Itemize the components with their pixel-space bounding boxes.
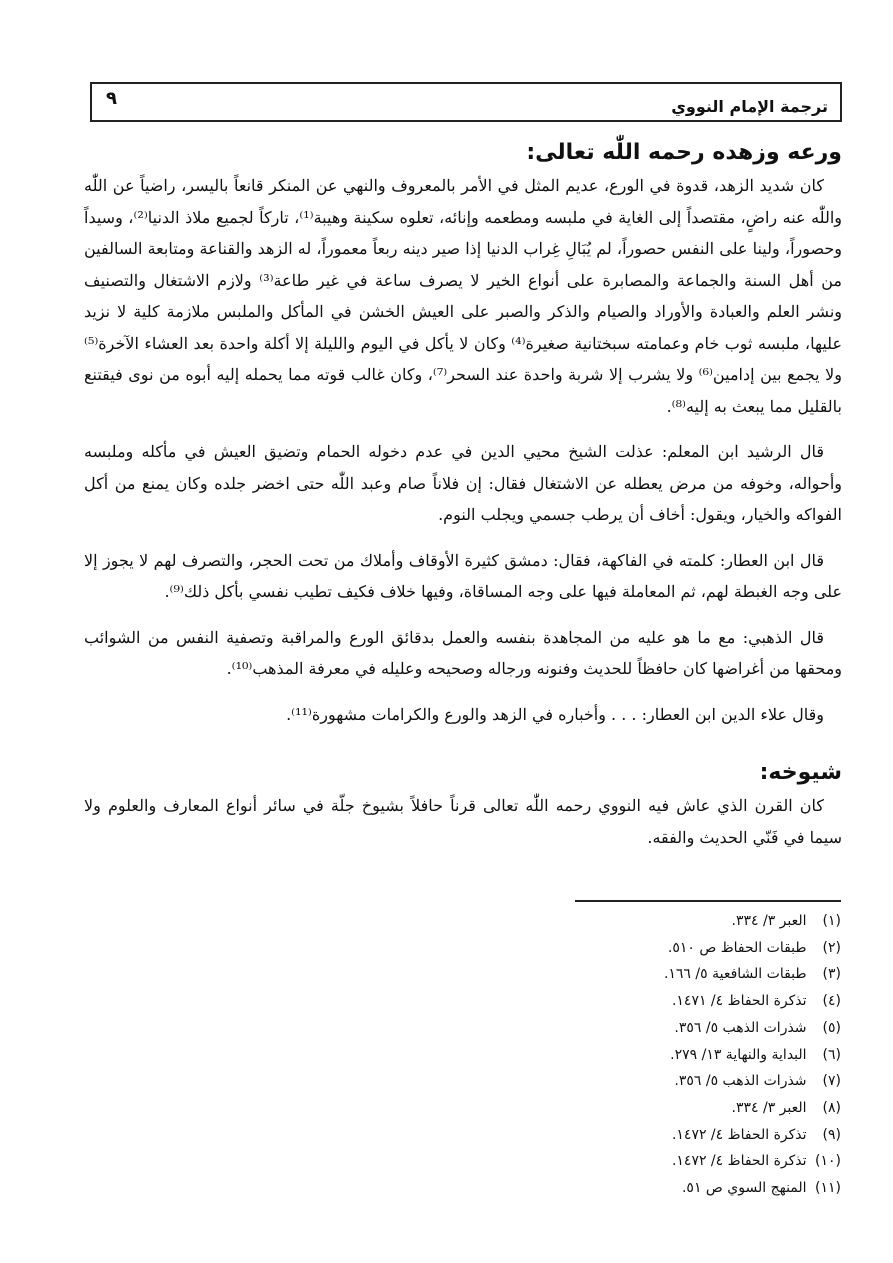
footnote-number: (١٠) [815,1153,841,1170]
footnote-item [575,935,841,962]
footnote-number: (٥) [822,1019,841,1036]
footnote-text: المنهج السوي ص ٥١. [681,1180,807,1197]
running-header [90,82,842,122]
section-heading-teachers: شيوخه: [759,760,842,785]
footnote-number: (٣) [822,966,841,983]
footnote-item [575,1068,841,1095]
paragraph-ibn-al-muallim-quote: قال الرشيد ابن المعلم: عذلت الشيخ محيي الدين في عدم دخوله الحمام وتضيق العيش في مأكله وملبسه وأحواله، وخوفه من مرض يعطله عن الاشتغال فقال: إن فلاناً صام وعبد اللّٰه حتى اخضر جلده وكان يمنع من أكل الفواكه والخيار، ويقول: أخاف أن يرطب جسمي ويجلب النوم. [84,442,843,524]
footnote-item [575,1175,841,1202]
footnote-number: (٢) [822,939,841,956]
footnote-text: تذكرة الحفاظ ٤/ ١٤٧٢. [671,1153,807,1170]
paragraph-teachers: كان القرن الذي عاش فيه النووي رحمه اللّٰه تعالى قرناً حافلاً بشيوخ جلّة في سائر أنواع المعارف والعلوم ولا سيما في فَنّي الحديث والفقه. [84,796,842,847]
footnote-text: طبقات الحفاظ ص ٥١٠. [667,939,807,956]
footnote-number: (٦) [822,1046,841,1063]
footnote-item [575,988,841,1015]
footnote-item [575,1095,841,1122]
footnote-text: تذكرة الحفاظ ٤/ ١٤٧١. [671,993,807,1010]
footnote-text: البداية والنهاية ١٣/ ٢٧٩. [670,1046,807,1063]
footnote-text: شذرات الذهب ٥/ ٣٥٦. [674,1019,807,1036]
footnote-number: (٩) [822,1126,841,1143]
footnote-text: العبر ٣/ ٣٣٤. [731,913,807,929]
footnote-item [575,1122,841,1149]
footnote-item [575,908,841,935]
footnote-text: العبر ٣/ ٣٣٤. [731,1099,807,1116]
footnote-text: طبقات الشافعية ٥/ ١٦٦. [663,966,807,983]
page-number: ٩ [106,87,117,109]
section-heading-piety: ورعه وزهده رحمه اللّٰه تعالى: [526,140,842,165]
footnote-item [575,1148,841,1175]
footnote-number: (٤) [822,993,841,1010]
paragraph-piety-description: كان شديد الزهد، قدوة في الورع، عديم المثل في الأمر بالمعروف والنهي عن المنكر قانعاً باليسر، راضياً عن اللّٰه واللّٰه عنه راضٍ، مقتصداً إلى الغاية في ملبسه ومطعمه وإنائه، تعلوه سكينة وهيبة⁽¹⁾، تاركاً لجميع ملاذ الدنيا⁽²⁾، وسيداً وحصوراً، ولينا على النفس حصوراً، لم يُبَالِ غِراب الدنيا إذا صير دينه ربعاً معموراً، له الزهد والقناعة ومتابعة السالفين من أهل السنة والجماعة والمصابرة على أنواع الخير لا يصرف ساعة في غير طاعة⁽³⁾ ولازم الاشتغال والتصنيف ونشر العلم والعبادة والأوراد والصيام والذكر والصبر على العيش الخشن في المأكل والملبس ملازمة كلية لا نزيد عليها، ملبسه ثوب خام وعمامته سبختانية صغيرة⁽⁴⁾ وكان لا يأكل في اليوم والليلة إلا أكلة واحدة بعد العشاء الآخرة⁽⁵⁾ ولا يجمع بين إدامين⁽⁶⁾ ولا يشرب إلا شربة واحدة عند السحر⁽⁷⁾، وكان غالب قوته مما يحمله إليه أبوه من نوى فيقتنع بالقليل مما يبعث به إليه⁽⁸⁾. [84,176,843,416]
footnote-number: (٧) [822,1073,841,1090]
footnote-text: تذكرة الحفاظ ٤/ ١٤٧٢. [671,1126,807,1143]
main-text [84,136,842,853]
footnote-item [575,1015,841,1042]
footnote-divider [575,900,841,902]
footnote-number: (١١) [815,1180,841,1197]
footnote-number: (١) [822,913,841,929]
footnote-item [575,1042,841,1069]
footnotes [575,900,841,1202]
paragraph-ibn-al-attar-quote: قال ابن العطار: كلمته في الفاكهة، فقال: دمشق كثيرة الأوقاف وأملاك من تحت الحجر، والتصرف لهم لا يجوز إلا على وجه الغبطة لهم، ثم المعاملة فيها على وجه المساقاة، وفيها خلاف فكيف تطيب نفسي بأكل ذلك⁽⁹⁾. [84,550,842,601]
footnote-item [575,961,841,988]
paragraph-al-dhahabi-quote: قال الذهبي: مع ما هو عليه من المجاهدة بنفسه والعمل بدقائق الورع والمراقبة وتصفية النفس من الشوائب ومحقها من أغراضها كان حافظاً للحديث وفنونه ورجاله وصحيحه وعليله في معرفة المذهب⁽¹⁰⁾. [84,627,842,678]
paragraph-alaa-al-din-quote: وقال علاء الدين ابن العطار: . . . وأخباره في الزهد والورع والكرامات مشهورة⁽¹¹⁾. [286,704,824,724]
running-title: ترجمة الإمام النووي [671,96,828,116]
footnote-text: شذرات الذهب ٥/ ٣٥٦. [674,1073,807,1090]
footnote-number: (٨) [822,1099,841,1116]
